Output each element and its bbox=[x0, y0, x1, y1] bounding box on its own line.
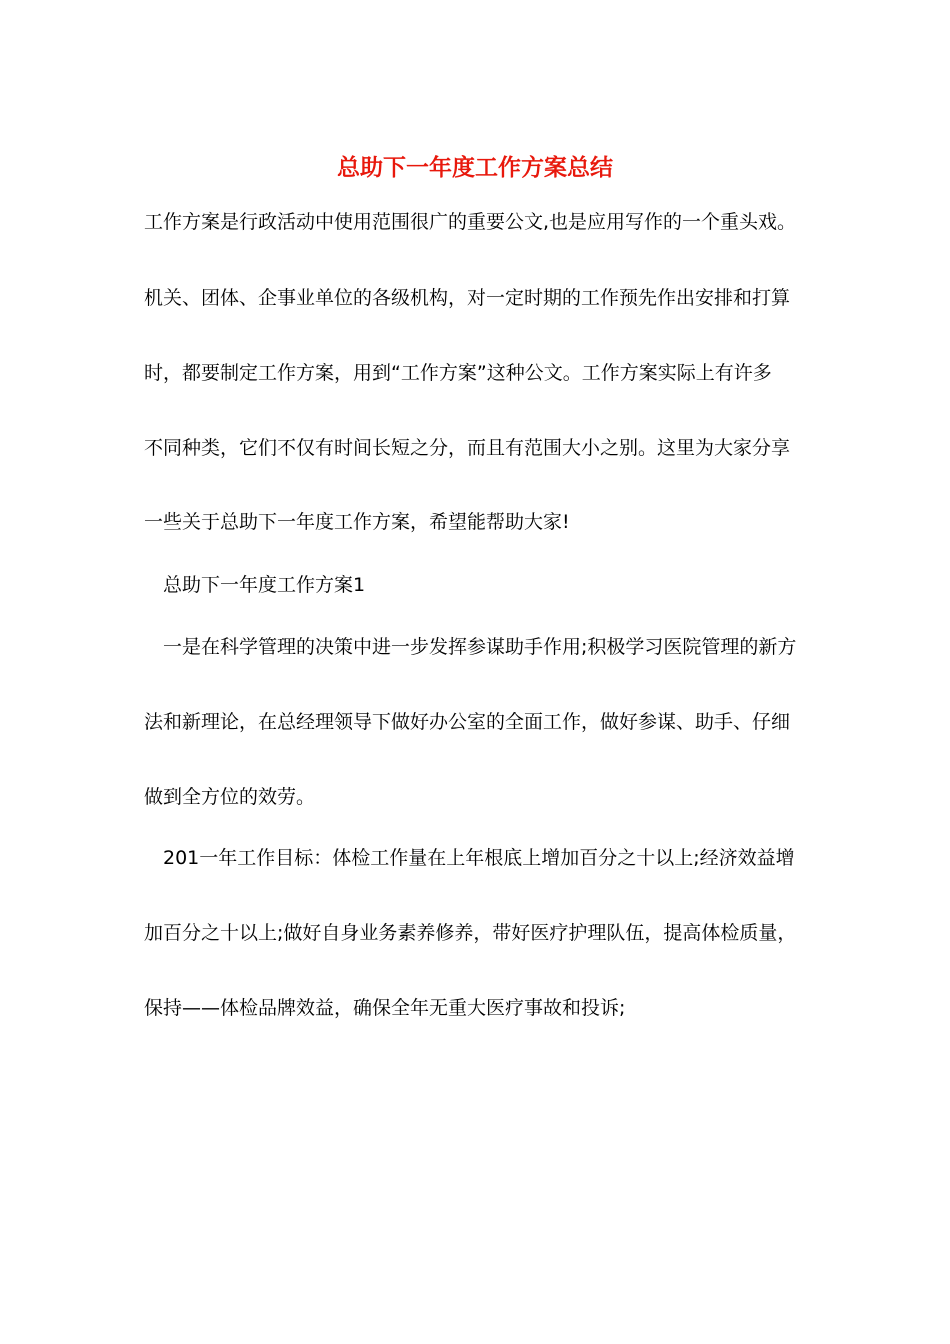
body-line: 工作方案是行政活动中使用范围很广的重要公文,也是应用写作的一个重头戏。 bbox=[144, 211, 797, 233]
body-line: 一是在科学管理的决策中进一步发挥参谋助手作用;积极学习医院管理的新方 bbox=[163, 636, 797, 658]
body-line: 一些关于总助下一年度工作方案，希望能帮助大家! bbox=[144, 511, 570, 533]
body-line: 保持——体检品牌效益，确保全年无重大医疗事故和投诉; bbox=[144, 997, 626, 1019]
body-line: 加百分之十以上;做好自身业务素养修养，带好医疗护理队伍，提高体检质量， bbox=[144, 922, 797, 944]
body-line: 不同种类，它们不仅有时间长短之分，而且有范围大小之别。这里为大家分享 bbox=[144, 437, 791, 459]
body-line: 法和新理论，在总经理领导下做好办公室的全面工作，做好参谋、助手、仔细 bbox=[144, 711, 791, 733]
body-line: 机关、团体、企事业单位的各级机构，对一定时期的工作预先作出安排和打算 bbox=[144, 287, 791, 309]
document-title: 总助下一年度工作方案总结 bbox=[337, 155, 613, 181]
body-line: 做到全方位的效劳。 bbox=[144, 786, 316, 808]
section-heading: 总助下一年度工作方案1 bbox=[163, 574, 366, 596]
body-line: 时，都要制定工作方案，用到“工作方案”这种公文。工作方案实际上有许多 bbox=[144, 362, 772, 384]
body-line: 201一年工作目标：体检工作量在上年根底上增加百分之十以上;经济效益增 bbox=[163, 847, 795, 869]
